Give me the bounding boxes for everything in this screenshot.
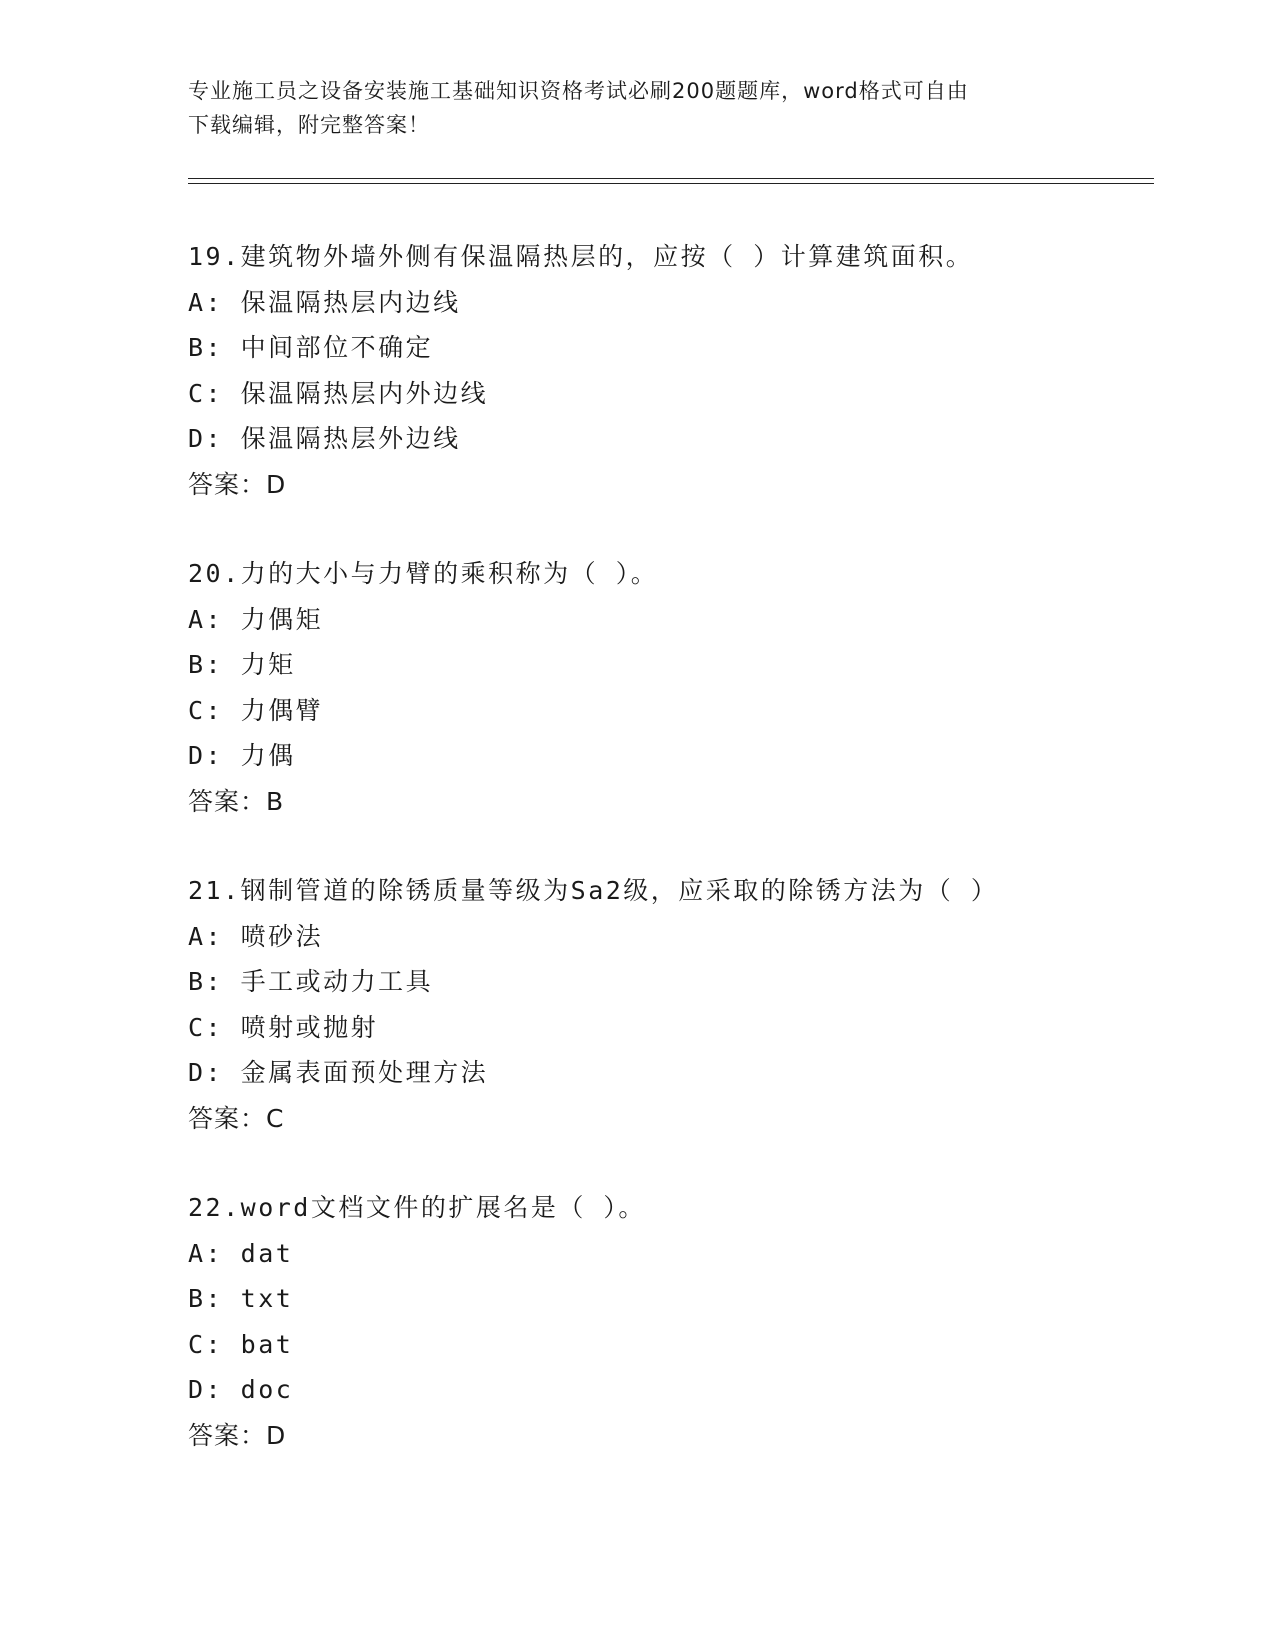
option-key: A: — [188, 604, 224, 634]
question-list — [188, 234, 1148, 1502]
option-key: B: — [188, 333, 224, 362]
option-text: 保温隔热层内外边线 — [240, 378, 489, 408]
option-text: bat — [240, 1329, 294, 1359]
option-c — [188, 688, 1148, 734]
option-d — [188, 733, 1148, 779]
option-d — [188, 1050, 1148, 1096]
option-key: A: — [188, 921, 224, 951]
option-key: D: — [188, 1058, 224, 1087]
option-key: D: — [188, 424, 224, 453]
option-text: 力偶 — [240, 741, 296, 770]
option-a — [188, 280, 1148, 326]
option-text: doc — [240, 1375, 294, 1404]
option-text: 保温隔热层外边线 — [240, 424, 461, 453]
option-key: D: — [188, 741, 224, 770]
option-key: C: — [188, 1329, 224, 1359]
answer: 答案：B — [188, 786, 285, 816]
option-text: 金属表面预处理方法 — [240, 1058, 489, 1087]
header-divider-bottom — [188, 183, 1154, 184]
option-text: 力偶臂 — [240, 695, 324, 725]
option-key: A: — [188, 1238, 224, 1268]
question-20 — [188, 551, 1148, 824]
option-key: C: — [188, 695, 224, 725]
option-text: 保温隔热层内边线 — [240, 287, 461, 317]
option-key: C: — [188, 378, 224, 408]
option-c — [188, 371, 1148, 417]
option-a — [188, 914, 1148, 960]
question-stem: 20.力的大小与力臂的乘积称为（ ）。 — [188, 559, 659, 588]
option-c — [188, 1322, 1148, 1368]
option-b — [188, 642, 1148, 688]
option-c — [188, 1005, 1148, 1051]
question-stem: 19.建筑物外墙外侧有保温隔热层的，应按（ ）计算建筑面积。 — [188, 242, 974, 271]
option-b — [188, 1276, 1148, 1322]
question-22 — [188, 1185, 1148, 1458]
option-d — [188, 1367, 1148, 1413]
header-line-2: 下载编辑，附完整答案！ — [188, 113, 430, 137]
answer: 答案：D — [188, 1420, 287, 1450]
header-line-1: 专业施工员之设备安装施工基础知识资格考试必刷200题题库，word格式可自由 — [188, 79, 969, 103]
option-text: 力偶矩 — [240, 604, 324, 634]
option-key: B: — [188, 650, 224, 679]
answer: 答案：C — [188, 1103, 285, 1133]
option-key: B: — [188, 1284, 224, 1313]
option-text: 中间部位不确定 — [240, 333, 434, 362]
option-d — [188, 416, 1148, 462]
option-text: 喷射或抛射 — [240, 1012, 379, 1042]
option-a — [188, 597, 1148, 643]
option-b — [188, 959, 1148, 1005]
option-a — [188, 1231, 1148, 1277]
question-stem: 22.word文档文件的扩展名是（ ）。 — [188, 1193, 646, 1222]
header-divider-top — [188, 178, 1154, 179]
option-key: A: — [188, 287, 224, 317]
answer: 答案：D — [188, 469, 287, 499]
option-b — [188, 325, 1148, 371]
option-key: C: — [188, 1012, 224, 1042]
option-text: 喷砂法 — [240, 921, 324, 951]
option-key: B: — [188, 967, 224, 996]
option-text: txt — [240, 1284, 294, 1313]
document-header — [188, 74, 1068, 142]
question-stem: 21.钢制管道的除锈质量等级为Sa2级，应采取的除锈方法为（ ） — [188, 876, 999, 905]
option-text: dat — [240, 1238, 294, 1268]
option-text: 手工或动力工具 — [240, 967, 434, 996]
question-19 — [188, 234, 1148, 507]
option-text: 力矩 — [240, 650, 296, 679]
option-key: D: — [188, 1375, 224, 1404]
question-21 — [188, 868, 1148, 1141]
